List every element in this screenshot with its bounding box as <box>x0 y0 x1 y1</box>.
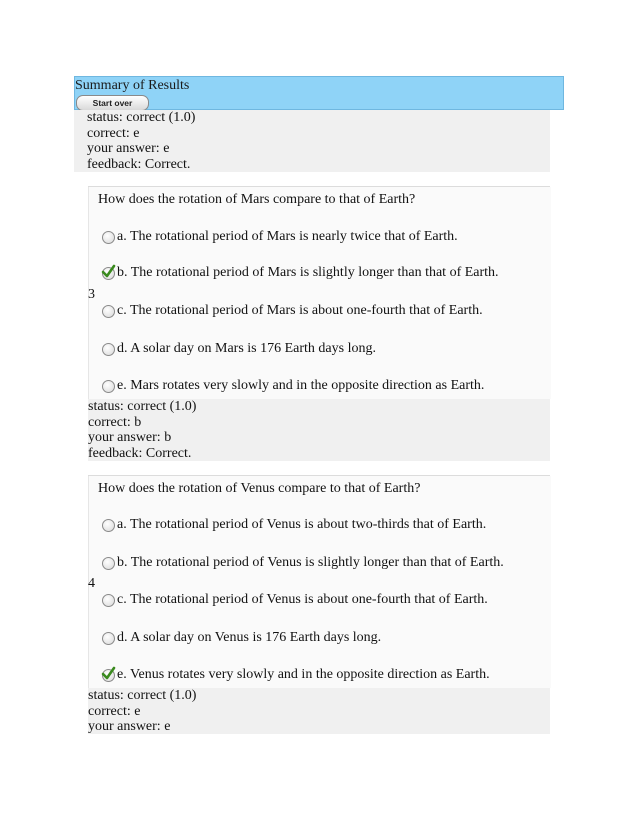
answer-option[interactable] <box>102 265 499 281</box>
answer-option[interactable] <box>102 667 490 683</box>
result-status-box <box>88 399 550 461</box>
feedback-line: feedback: Correct. <box>88 445 192 461</box>
option-label: b. The rotational period of Mars is slightly longer than that of Earth. <box>117 265 499 280</box>
your-answer-line: your answer: b <box>88 430 172 445</box>
your-answer-line: your answer: e <box>88 719 171 734</box>
summary-header <box>74 76 564 110</box>
radio-button-checked[interactable] <box>102 669 115 682</box>
option-label: a. The rotational period of Venus is about two-thirds that of Earth. <box>117 517 487 532</box>
checkmark-icon <box>101 666 116 681</box>
correct-answer-line: correct: e <box>87 125 140 141</box>
radio-button[interactable] <box>102 632 115 645</box>
checkmark-icon <box>101 264 116 279</box>
radio-button[interactable] <box>102 557 115 570</box>
feedback-line: feedback: Correct. <box>87 156 191 172</box>
correct-answer-line: correct: b <box>88 414 142 430</box>
question-text: How does the rotation of Mars compare to that of Earth? <box>98 192 416 207</box>
radio-button[interactable] <box>102 343 115 356</box>
answer-option[interactable] <box>102 341 376 357</box>
answer-option[interactable] <box>102 592 488 608</box>
option-label: a. The rotational period of Mars is nearly twice that of Earth. <box>117 229 458 244</box>
radio-button-checked[interactable] <box>102 267 115 280</box>
radio-button[interactable] <box>102 594 115 607</box>
answer-option[interactable] <box>102 555 504 571</box>
option-label: e. Venus rotates very slowly and in the opposite direction as Earth. <box>117 667 490 682</box>
radio-button[interactable] <box>102 519 115 532</box>
option-label: b. The rotational period of Venus is slightly longer than that of Earth. <box>117 555 504 570</box>
radio-button[interactable] <box>102 380 115 393</box>
status-line: status: correct (1.0) <box>88 688 197 703</box>
result-status-box <box>88 688 550 734</box>
option-label: c. The rotational period of Venus is about one-fourth that of Earth. <box>117 592 488 607</box>
answer-option[interactable] <box>102 630 381 646</box>
status-line: status: correct (1.0) <box>87 110 196 125</box>
option-label: d. A solar day on Venus is 176 Earth days long. <box>117 630 382 645</box>
option-label: e. Mars rotates very slowly and in the opposite direction as Earth. <box>117 378 485 393</box>
answer-option[interactable] <box>102 229 458 245</box>
option-label: c. The rotational period of Mars is about one-fourth that of Earth. <box>117 303 483 318</box>
question-number: 3 <box>88 287 95 302</box>
question-number: 4 <box>88 576 95 591</box>
question-text: How does the rotation of Venus compare to that of Earth? <box>98 481 421 496</box>
summary-title: Summary of Results <box>75 78 190 93</box>
option-label: d. A solar day on Mars is 176 Earth days long. <box>117 341 376 356</box>
radio-button[interactable] <box>102 305 115 318</box>
result-status-box <box>74 110 550 172</box>
answer-option[interactable] <box>102 303 483 319</box>
answer-option[interactable] <box>102 378 484 394</box>
question-block <box>88 187 551 399</box>
your-answer-line: your answer: e <box>87 141 170 156</box>
status-line: status: correct (1.0) <box>88 399 197 414</box>
question-block <box>88 476 551 688</box>
start-over-button[interactable]: Start over <box>76 95 149 111</box>
radio-button[interactable] <box>102 231 115 244</box>
answer-option[interactable] <box>102 517 486 533</box>
correct-answer-line: correct: e <box>88 703 141 719</box>
